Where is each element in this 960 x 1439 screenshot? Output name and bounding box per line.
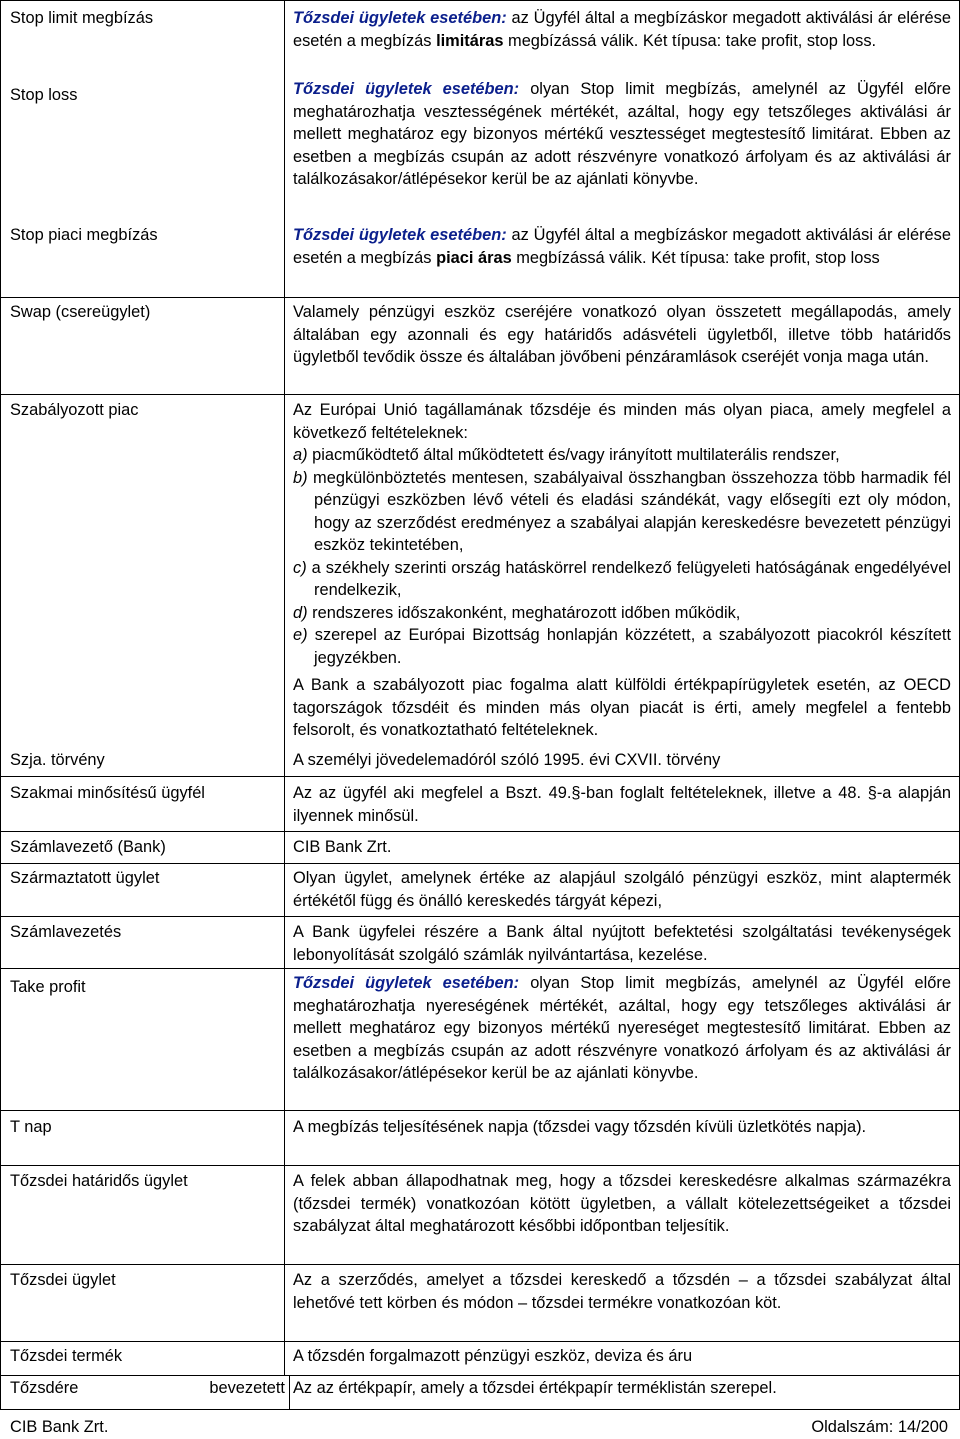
table-left-border xyxy=(0,0,1,1410)
table-bottom-border xyxy=(0,1409,960,1410)
term-swap: Swap (csereügylet) xyxy=(10,303,151,321)
row-divider xyxy=(0,916,960,917)
trading-lead: Tőzsdei ügyletek esetében: xyxy=(293,80,520,98)
condition-mark: b) xyxy=(293,468,308,487)
condition-text: megkülönböztetés mentesen, szabályaival összhangban összehozza több harmadik fél pénzügyi eszközben lévő vételi és eladási szándékát, vagy elősegíti ezt oly módon, hogy az szerződést eredményez a szabályai alapján kereskedésre bevezetett pénzügyi eszköz tekintetében, xyxy=(307,468,951,554)
definition-text: A tőzsdén forgalmazott pénzügyi eszköz, deviza és áru xyxy=(293,1347,693,1365)
condition-item xyxy=(293,557,951,602)
definition-text: Valamely pénzügyi eszköz cseréjére vonatkozó olyan összetett megállapodás, amely általában egy azonnali és egy határidős adásvételi ügyletből, illetve több határidős ügyletből tevődik össze és általában jövőbeni pénzáramlások cseréjét vonja maga után. xyxy=(293,303,951,366)
condition-text: a székhely szerinti ország hatáskörrel rendelkező felügyeleti hatóságának engedélyével rendelkezik, xyxy=(306,558,951,599)
column-divider xyxy=(284,0,285,1376)
term-regulated-market: Szabályozott piac xyxy=(10,401,139,419)
definition-text: az Ügyfél által a megbízáskor megadott aktiválási ár elérése esetén a megbízás xyxy=(293,226,951,267)
definition-text: olyan Stop limit megbízás, amelynél az Ügyfél előre meghatározhatja vesztességének mértékét, azáltal, hogy egy tetszőleges aktiválási ár mellett meghatároz egy bizonyos mértékű vesztességet megtestesítő limitárat. Ebben az esetben a megbízás csupán az adott részvényre vonatkozó árfolyam és az aktiválási ár találkozásakor/átlépésekor kerül be az ajánlati könyvbe. xyxy=(293,80,951,188)
term-account-keeper: Számlavezető (Bank) xyxy=(10,838,166,856)
definition-text: az Ügyfél által a megbízáskor megadott aktiválási ár elérése esetén a megbízás xyxy=(293,9,951,50)
term-stop-limit: Stop limit megbízás xyxy=(10,9,154,27)
row-divider xyxy=(0,1341,960,1342)
definition-text: Az az értékpapír, amely a tőzsdei értékpapír terméklistán szerepel. xyxy=(293,1379,777,1397)
term-stop-market: Stop piaci megbízás xyxy=(10,226,158,244)
term-stop-loss: Stop loss xyxy=(10,86,78,104)
definition-account-management xyxy=(293,921,951,966)
row-divider xyxy=(0,394,960,395)
trading-lead: Tőzsdei ügyletek esetében: xyxy=(293,974,520,992)
condition-item xyxy=(293,444,951,467)
definition-text: Olyan ügylet, amelynek értéke az alapjául szolgáló pénzügyi eszköz, mint alaptermék értékétől függ és önálló kereskedés tárgyát képezi, xyxy=(293,869,951,910)
footer-bank-name: CIB Bank Zrt. xyxy=(10,1418,109,1436)
definition-text: megbízássá válik. Két típusa: take profit, stop loss. xyxy=(503,31,877,50)
definition-exchange-futures xyxy=(293,1170,951,1238)
term-exchange-transaction: Tőzsdei ügylet xyxy=(10,1271,116,1289)
condition-item xyxy=(293,602,951,625)
condition-item xyxy=(293,624,951,669)
definition-swap xyxy=(293,301,951,369)
condition-text: piacműködtető által működtetett és/vagy irányított multilaterális rendszer, xyxy=(307,446,840,464)
definition-text: Az a szerződés, amelyet a tőzsdei kereskedő a tőzsdén – a tőzsdei szabályzat által lehetővé tett körben és módon – tőzsdei termékre vonatkozóan köt. xyxy=(293,1271,951,1312)
row-divider xyxy=(0,968,960,969)
definition-stop-market xyxy=(293,224,951,269)
row-divider xyxy=(0,1375,960,1376)
definition-text: Az az ügyfél aki megfelel a Bszt. 49.§-ban foglalt feltételeknek, illetve a 48. §-a alapján ilyennek minősül. xyxy=(293,784,951,825)
row-divider xyxy=(0,776,960,777)
definition-listed xyxy=(293,1377,951,1400)
definition-t-day xyxy=(293,1116,951,1139)
definition-text: olyan Stop limit megbízás, amelynél az Ügyfél előre meghatározhatja nyereségének mértékét, azáltal, hogy egy tetszőleges aktiválási ár mellett meghatároz egy bizonyos mértékű nyereséget megtestesítő limitárat. Ebben az esetben a megbízás csupán az adott részvényre vonatkozó árfolyam és az aktiválási ár találkozásakor/átlépésekor kerül be az ajánlati könyvbe. xyxy=(293,974,951,1082)
term-listed-part-b: bevezetett xyxy=(209,1379,285,1397)
definition-take-profit xyxy=(293,972,951,1085)
row-divider xyxy=(0,1110,960,1111)
column-divider-last-row xyxy=(289,1376,290,1410)
definition-stop-loss xyxy=(293,78,951,191)
condition-text: szerepel az Európai Bizottság honlapján közzétett, a szabályozott piacokról készített jegyzékben. xyxy=(307,626,951,667)
definition-text: A megbízás teljesítésének napja (tőzsdei vagy tőzsdén kívüli üzletkötés napja). xyxy=(293,1118,867,1136)
definition-professional-client xyxy=(293,782,951,827)
definition-regulated-market xyxy=(293,399,951,742)
row-divider xyxy=(0,297,960,298)
definition-stop-limit xyxy=(293,7,951,52)
term-t-day: T nap xyxy=(10,1118,52,1136)
row-divider xyxy=(0,863,960,864)
definition-text: CIB Bank Zrt. xyxy=(293,838,392,856)
condition-mark: e) xyxy=(293,626,308,644)
trading-lead: Tőzsdei ügyletek esetében: xyxy=(293,226,507,244)
definition-exchange-product xyxy=(293,1345,951,1368)
term-listed-part-a: Tőzsdére xyxy=(10,1379,79,1397)
row-divider xyxy=(0,1264,960,1265)
term-account-management: Számlavezetés xyxy=(10,923,122,941)
definition-derivative xyxy=(293,867,951,912)
condition-item xyxy=(293,467,951,557)
definition-bold: limitáras xyxy=(436,31,504,50)
definition-szja xyxy=(293,749,951,772)
row-divider xyxy=(0,1165,960,1166)
trading-lead: Tőzsdei ügyletek esetében: xyxy=(293,9,507,27)
term-exchange-futures: Tőzsdei határidős ügylet xyxy=(10,1172,188,1190)
condition-mark: a) xyxy=(293,446,308,464)
condition-text: rendszeres időszakonként, meghatározott időben működik, xyxy=(307,603,741,622)
definition-text: A felek abban állapodhatnak meg, hogy a tőzsdei kereskedésre alkalmas származékra (tőzsdei termék) vonatkozóan kötött ügyletben, a vállalt kötelezettségeiket a tőzsdei szabályzat által meghatározott későbbi időpontban teljesítik. xyxy=(293,1172,951,1235)
term-professional-client: Szakmai minősítésű ügyfél xyxy=(10,784,205,802)
condition-mark: d) xyxy=(293,603,308,622)
term-exchange-product: Tőzsdei termék xyxy=(10,1347,123,1365)
definition-outro: A Bank a szabályozott piac fogalma alatt külföldi értékpapírügyletek esetén, az OECD tagországok tőzsdéit és minden más olyan piacát is érti, amely megfelel a fentebb felsorolt, és vonatkoztatható feltételeknek. xyxy=(293,676,951,739)
term-take-profit: Take profit xyxy=(10,978,86,996)
definition-exchange-transaction xyxy=(293,1269,951,1314)
term-derivative: Származtatott ügylet xyxy=(10,869,160,887)
definition-intro: Az Európai Unió tagállamának tőzsdéje és minden más olyan piaca, amely megfelel a következő feltételeknek: xyxy=(293,401,951,442)
row-divider xyxy=(0,831,960,832)
definition-bold: piaci áras xyxy=(436,248,512,267)
definition-text: A Bank ügyfelei részére a Bank által nyújtott befektetési szolgáltatási tevékenységek lebonyolítását szolgáló számlák nyilvántartása, kezelése. xyxy=(293,923,951,964)
table-top-border xyxy=(0,0,960,1)
term-listed xyxy=(10,1377,285,1400)
definition-account-keeper xyxy=(293,836,951,859)
term-szja: Szja. törvény xyxy=(10,751,105,769)
definition-text: A személyi jövedelemadóról szóló 1995. évi CXVII. törvény xyxy=(293,751,721,769)
condition-mark: c) xyxy=(293,558,307,577)
footer-page-number: Oldalszám: 14/200 xyxy=(811,1418,948,1436)
definition-text: megbízássá válik. Két típusa: take profit, stop loss xyxy=(511,248,880,267)
